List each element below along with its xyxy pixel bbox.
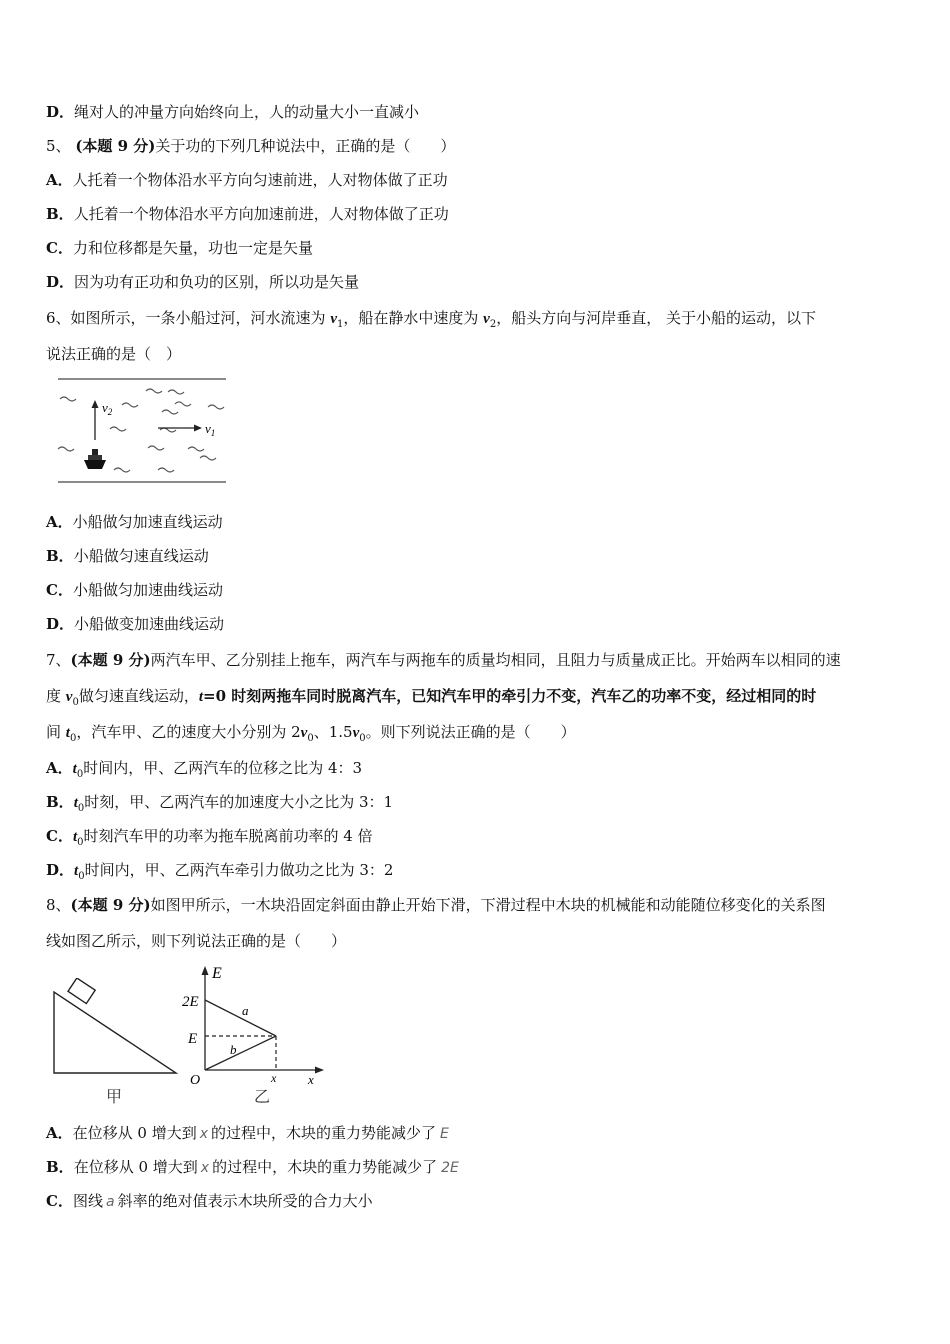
option-text: 小船做变加速曲线运动: [74, 615, 225, 633]
origin-label: O: [190, 1073, 201, 1088]
stem-text: 。则下列说法正确的是（ ）: [365, 723, 576, 741]
stem-text: 间: [46, 723, 66, 741]
sliding-block: [68, 978, 95, 1004]
question-number: 8、: [46, 896, 71, 914]
stem-text: ，船头方向与河岸垂直， 关于小船的运动，以下: [496, 309, 816, 327]
option-text: 在位移从 0 增大到: [72, 1124, 197, 1142]
subscript: 0: [77, 803, 85, 814]
q7-stem-line3: [46, 722, 576, 749]
option-label: D．: [46, 103, 75, 121]
boat-icon: [84, 449, 106, 469]
caption-yi: 乙: [254, 1089, 271, 1106]
var-v: v: [65, 689, 73, 705]
stem-text: 、1.5: [313, 723, 353, 741]
energy-graph-figure: [178, 962, 328, 1112]
subscript: 0: [307, 733, 314, 744]
subscript: 0: [77, 837, 84, 848]
option-label: D．: [46, 861, 75, 879]
q8-option-c: [46, 1191, 373, 1212]
caption-jia: 甲: [106, 1089, 123, 1106]
var-x: x: [199, 1126, 209, 1142]
question-score: (本题 9 分): [70, 651, 151, 669]
q6-option-b: [46, 546, 209, 566]
subscript: 0: [72, 697, 79, 708]
option-text: 时刻，甲、乙两汽车的加速度大小之比为 3：1: [84, 793, 394, 811]
x-axis-label: x: [308, 1072, 314, 1087]
q7-option-a: [46, 758, 362, 785]
q8-option-b: [46, 1157, 459, 1178]
tick-x: x: [271, 1071, 277, 1085]
option-text: 力和位移都是矢量，功也一定是矢量: [72, 239, 313, 257]
river-figure: [50, 372, 230, 492]
var-t: t: [73, 795, 78, 811]
x-arrowhead: [315, 1067, 324, 1074]
question-score: (本题 9 分): [70, 896, 151, 914]
q5-option-d: [46, 272, 359, 292]
q6-stem-line2: 说法正确的是（ ）: [46, 345, 182, 363]
incline-triangle: [54, 992, 176, 1073]
option-label: C．: [46, 581, 73, 599]
var-v: v: [300, 725, 308, 741]
q8-stem-line2: 线如图乙所示，则下列说法正确的是（ ）: [46, 932, 347, 950]
q4-option-d: [46, 102, 419, 122]
option-label: C．: [46, 239, 73, 257]
var-E: E: [440, 1126, 449, 1142]
option-label: A．: [46, 759, 73, 777]
option-text: 时间内，甲、乙两汽车牵引力做功之比为 3：2: [84, 861, 394, 879]
option-text: 时刻汽车甲的功率为拖车脱离前功率的 4 倍: [83, 827, 373, 845]
option-label: C．: [46, 827, 73, 845]
q7-option-d: [46, 860, 393, 887]
q6-option-d: [46, 614, 224, 634]
tick-2E: 2E: [182, 994, 199, 1010]
q5-option-c: [46, 238, 313, 258]
question-score: (本题 9 分): [75, 137, 156, 155]
v1-arrowhead: [194, 425, 202, 432]
var-t: t: [198, 689, 204, 705]
option-text: 在位移从 0 增大到: [73, 1158, 198, 1176]
var-v: v: [483, 311, 490, 327]
q7-option-b: [46, 792, 393, 819]
stem-text: ，汽车甲、乙的速度大小分别为 2: [76, 723, 301, 741]
stem-text: 度: [46, 687, 66, 705]
var-t: t: [72, 761, 77, 777]
option-text: 小船做匀加速直线运动: [72, 513, 223, 531]
option-label: B．: [46, 1158, 74, 1176]
var-t: t: [74, 863, 79, 879]
option-text: 绳对人的冲量方向始终向上，人的动量大小一直减小: [74, 103, 420, 121]
y-axis-label: E: [212, 965, 222, 982]
subscript: 0: [76, 769, 84, 780]
q5-option-a: [46, 170, 448, 190]
subscript: 0: [69, 733, 77, 744]
stem-text: 做匀速直线运动，: [78, 687, 199, 705]
option-text: 小船做匀加速曲线运动: [72, 581, 223, 599]
question-number: 5、: [46, 137, 71, 155]
v1-label: $v_1$: [205, 421, 216, 438]
var-t: t: [65, 725, 70, 741]
v2-label: $v_2$: [102, 400, 113, 417]
option-label: B．: [46, 205, 74, 223]
var-v: v: [330, 311, 337, 327]
y-arrowhead: [202, 966, 209, 975]
subscript: 0: [78, 871, 85, 882]
option-text: 的过程中，木块的重力势能减少了: [211, 1124, 437, 1142]
var-v: v: [352, 725, 360, 741]
option-text: 时间内，甲、乙两汽车的位移之比为 4：3: [83, 759, 363, 777]
option-label: D．: [46, 615, 75, 633]
subscript: 2: [489, 319, 497, 330]
option-text: 因为功有正功和负功的区别，所以功是矢量: [74, 273, 360, 291]
q8-option-a: [46, 1123, 449, 1144]
option-text: 人托着一个物体沿水平方向加速前进，人对物体做了正功: [73, 205, 449, 223]
q6-option-c: [46, 580, 223, 600]
option-label: D．: [46, 273, 75, 291]
q6-stem-line1: [46, 308, 816, 335]
option-text: 人托着一个物体沿水平方向匀速前进，人对物体做了正功: [72, 171, 448, 189]
label-b: b: [230, 1042, 237, 1057]
q7-stem-line1: [46, 650, 841, 670]
option-text: 图线: [72, 1192, 103, 1210]
subscript: 1: [337, 319, 344, 330]
option-text: 斜率的绝对值表示木块所受的合力大小: [117, 1192, 373, 1210]
q7-option-c: [46, 826, 373, 853]
q5-stem: [46, 136, 455, 156]
q7-stem-line2: [46, 686, 816, 713]
q6-option-a: [46, 512, 223, 532]
option-label: A．: [46, 171, 73, 189]
incline-figure: [48, 978, 188, 1112]
tick-E: E: [188, 1031, 198, 1047]
option-label: C．: [46, 1192, 73, 1210]
option-text: 小船做匀速直线运动: [73, 547, 209, 565]
var-t: t: [72, 829, 78, 845]
line-b: [205, 1036, 276, 1070]
water-waves: [58, 389, 224, 472]
subscript: 0: [359, 733, 366, 744]
line-a: [205, 1000, 276, 1036]
var-2E: 2E: [441, 1160, 459, 1176]
question-number: 6、: [46, 309, 71, 327]
q5-option-b: [46, 204, 449, 224]
q8-stem-line1: [46, 895, 826, 915]
var-x: x: [200, 1160, 210, 1176]
option-label: B．: [46, 547, 74, 565]
question-number: 7、: [46, 651, 71, 669]
var-a: a: [105, 1194, 115, 1210]
question-text: 关于功的下列几种说法中，正确的是（ ）: [155, 137, 456, 155]
stem-text: ，船在静水中速度为: [343, 309, 484, 327]
option-label: A．: [46, 513, 73, 531]
stem-text: =0 时刻两拖车同时脱离汽车，已知汽车甲的牵引力不变，汽车乙的功率不变，经过相同的时: [203, 687, 817, 705]
stem-text: 如图所示，一条小船过河，河水流速为: [70, 309, 331, 327]
label-a: a: [242, 1003, 249, 1018]
question-text: 如图甲所示，一木块沿固定斜面由静止开始下滑，下滑过程中木块的机械能和动能随位移变化的关系图: [150, 896, 826, 914]
v2-arrowhead: [92, 400, 99, 408]
option-label: B．: [46, 793, 74, 811]
option-label: A．: [46, 1124, 73, 1142]
question-text: 两汽车甲、乙分别挂上拖车，两汽车与两拖车的质量均相同，且阻力与质量成正比。开始两车以相同的速: [150, 651, 841, 669]
option-text: 的过程中，木块的重力势能减少了: [212, 1158, 438, 1176]
